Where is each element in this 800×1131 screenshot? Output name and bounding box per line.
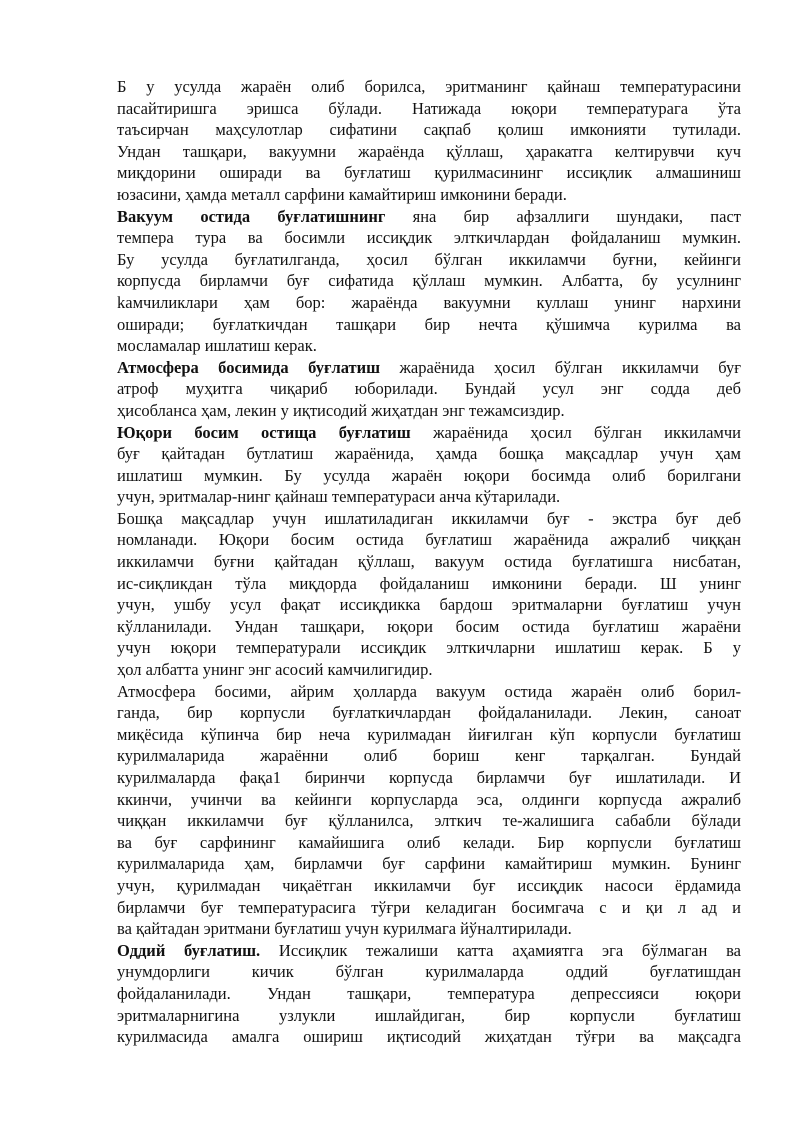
- text-line: [117, 961, 741, 983]
- line-text: жараёнида ҳосил бўлган иккиламчи: [410, 422, 741, 442]
- text-line: [117, 767, 741, 789]
- text-line: [117, 810, 741, 832]
- text-line: [117, 378, 741, 400]
- line-text: кўлланилади. Ундан ташқари, юқори босим остида буғлатиш жараёни: [117, 616, 741, 636]
- text-line: [117, 897, 741, 919]
- paragraph: [117, 76, 741, 206]
- line-text: kамчиликлари ҳам бор: жараёнда вакуумни куллаш унинг нархини: [117, 292, 741, 312]
- line-text: Иссиқлик тежалиши катта аҳамиятга эга бўлмаган ва: [260, 940, 741, 960]
- text-line: [117, 940, 741, 962]
- text-line: [117, 249, 741, 271]
- paragraph: [117, 940, 741, 1048]
- line-text: Ундан ташқари, вакуумни жараёнда қўллаш, ҳаракатга келтирувчи куч: [117, 141, 741, 161]
- bold-heading: Атмосфера босимида буғлатиш: [117, 357, 381, 377]
- text-line: [117, 119, 741, 141]
- line-text: бирламчи буғ температурасига тўғри келадиган босимгача с и қи л ад и: [117, 897, 741, 917]
- line-text: корпусда бирламчи буғ сифатида қўллаш мумкин. Албатта, бу усулнинг: [117, 271, 741, 291]
- text-line: [117, 443, 741, 465]
- line-text: миқёсида кўпинча бир неча курилмадан йиғилган кўп корпусли буғлатиш: [117, 724, 741, 744]
- line-text: курилмаларда фақа1 биринчи корпусда бирламчи буғ ишлатилади. И: [117, 768, 741, 787]
- document-page: [117, 76, 741, 1048]
- text-line: [117, 918, 741, 940]
- line-text: буғ қайтадан бутлатиш жараёнида, ҳамда бошқа мақсадлар учун ҳам: [117, 444, 741, 464]
- text-line: [117, 594, 741, 616]
- text-line: [117, 206, 741, 228]
- text-line: [117, 637, 741, 659]
- text-line: [117, 853, 741, 875]
- line-text: Бошқа мақсадлар учун ишлатиладиган иккиламчи буғ - экстра буғ деб: [117, 508, 741, 528]
- bold-heading: Юқори босим остища буғлатиш: [117, 422, 411, 442]
- line-text: ганда, бир корпусли буғлаткичлардан фойдаланилади. Лекин, саноат: [117, 703, 741, 723]
- line-text: учун, ушбу усул фақат иссиқдикка бардош эритмаларни буғлатиш учун: [117, 595, 741, 615]
- text-line: [117, 659, 741, 681]
- paragraph: [117, 357, 741, 422]
- line-text: ис-сиқликдан тўла миқдорда фойдаланиш имконини беради. Ш унинг: [117, 573, 741, 593]
- text-line: [117, 508, 741, 530]
- line-text: чиққан иккиламчи буғ қўлланилса, элткич те-жалишига сабабли бўлади: [117, 811, 741, 831]
- line-text: курилмаларида ҳам, бирламчи буғ сарфини камайтириш мумкин. Бунинг: [117, 854, 741, 874]
- line-text: миқдорини оширади ва буғлатиш қурилмасининг иссиқлик алмашиниш: [117, 163, 741, 183]
- text-line: [117, 184, 741, 206]
- line-text: курилмаларида жараённи олиб бориш кенг тарқалган. Бундай: [117, 746, 741, 766]
- text-line: [117, 832, 741, 854]
- line-text: таъсирчан маҳсулотлар сифатини сақпаб қолиш имконияти тутилади.: [117, 120, 741, 140]
- text-line: [117, 400, 741, 422]
- line-text: яна бир афзаллиги шундаки, паст: [385, 206, 741, 226]
- text-line: [117, 616, 741, 638]
- text-line: [117, 573, 741, 595]
- line-text: эритмаларнигина узлукли ишлайдиган, бир корпусли буғлатиш: [117, 1005, 741, 1025]
- paragraph: [117, 206, 741, 357]
- text-line: [117, 486, 741, 508]
- text-line: [117, 875, 741, 897]
- text-line: [117, 270, 741, 292]
- text-line: [117, 335, 741, 357]
- line-text: жараёнида ҳосил бўлган иккиламчи буғ: [380, 357, 741, 377]
- line-text: юзасини, ҳамда металл сарфини камайтириш имконини беради.: [117, 184, 567, 204]
- line-text: учун, эритмалар-нинг қайнаш температураси анча кўтарилади.: [117, 487, 561, 507]
- text-line: [117, 227, 741, 249]
- text-line: [117, 551, 741, 573]
- text-line: [117, 162, 741, 184]
- line-text: учун, қурилмадан чиқаётган иккиламчи буғ иссиқдик насоси ёрдамида: [117, 875, 741, 895]
- line-text: Атмосфера босими, айрим ҳолларда вакуум остида жараён олиб борил-: [117, 681, 741, 701]
- line-text: Бу усулда буғлатилганда, ҳосил бўлган иккиламчи буғни, кейинги: [117, 249, 741, 269]
- line-text: унумдорлиги кичик бўлган курилмаларда оддий буғлатишдан: [117, 962, 741, 982]
- bold-heading: Вакуум остида буғлатишнинг: [117, 206, 386, 226]
- text-line: [117, 422, 741, 444]
- paragraph: [117, 422, 741, 508]
- line-text: ҳол албатта унинг энг асосий камчилигидир.: [117, 660, 433, 680]
- text-line: [117, 76, 741, 98]
- line-text: ва қайтадан эритмани буғлатиш учун курилмага йўналтирилади.: [117, 919, 572, 939]
- text-line: [117, 98, 741, 120]
- text-line: [117, 983, 741, 1005]
- text-line: [117, 141, 741, 163]
- text-line: [117, 1026, 741, 1048]
- line-text: темпера тура ва босимли иссиқдик элткичлардан фойдаланиш мумкин.: [117, 228, 741, 248]
- line-text: иккиламчи буғни қайтадан қўллаш, вакуум остида буғлатишга нисбатан,: [117, 552, 741, 572]
- text-line: [117, 357, 741, 379]
- line-text: ишлатиш мумкин. Бу усулда жараён юқори босимда олиб борилгани: [117, 465, 741, 485]
- line-text: учун юқори температурали иссиқдик элткичларни ишлатиш керак. Б у: [117, 638, 741, 658]
- line-text: пасайтиришга эришса бўлади. Натижада юқори температурага ўта: [117, 98, 741, 118]
- line-text: ҳисобланса ҳам, лекин у иқтисодий жиҳатдан энг тежамсиздир.: [117, 400, 565, 420]
- bold-heading: Оддий буғлатиш.: [117, 940, 261, 960]
- paragraph: [117, 681, 741, 940]
- text-line: [117, 292, 741, 314]
- text-line: [117, 745, 741, 767]
- paragraph: [117, 508, 741, 681]
- text-line: [117, 1005, 741, 1027]
- text-line: [117, 314, 741, 336]
- text-line: [117, 789, 741, 811]
- text-line: [117, 702, 741, 724]
- line-text: мосламалар ишлатиш керак.: [117, 336, 317, 356]
- text-line: [117, 529, 741, 551]
- line-text: курилмасида амалга ошириш иқтисодий жиҳатдан тўғри ва мақсадга: [117, 1027, 741, 1047]
- line-text: номланади. Юқори босим остида буғлатиш жараёнида ажралиб чиққан: [117, 530, 741, 550]
- line-text: ккинчи, учинчи ва кейинги корпусларда эса, олдинги корпусда ажралиб: [117, 789, 741, 809]
- line-text: ва буғ сарфининг камайишига олиб келади. Бир корпусли буғлатиш: [117, 832, 741, 852]
- text-line: [117, 724, 741, 746]
- line-text: фойдаланилади. Ундан ташқари, температура депрессияси юқори: [117, 983, 741, 1003]
- line-text: Б у усулда жараён олиб борилса, эритманинг қайнаш температурасини: [117, 77, 741, 96]
- line-text: оширади; буғлаткичдан ташқари бир нечта қўшимча курилма ва: [117, 314, 741, 334]
- text-line: [117, 681, 741, 703]
- line-text: атроф муҳитга чиқариб юборилади. Бундай усул энг содда деб: [117, 379, 741, 399]
- text-line: [117, 465, 741, 487]
